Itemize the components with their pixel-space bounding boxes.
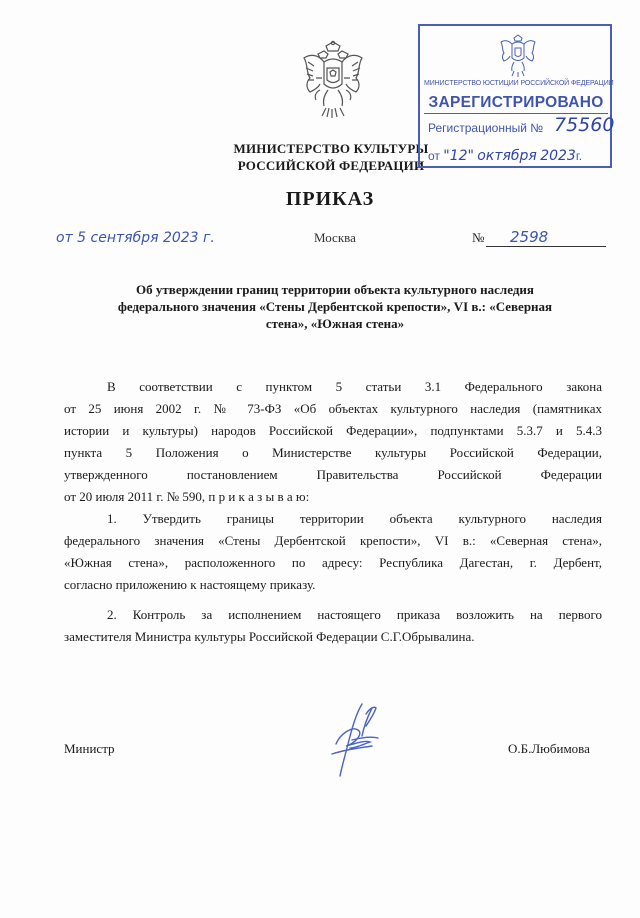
body-line: федерального значения «Стены Дербентской крепости», VI в.: «Северная стена», — [64, 533, 602, 548]
order-date: от 5 сентября 2023 г. — [56, 230, 215, 246]
stamp-date-day: "12" — [443, 148, 474, 164]
stamp-coat-of-arms-icon — [500, 34, 536, 78]
signatory-title: Министр — [64, 741, 115, 756]
stamp-number-label: Регистрационный № — [428, 121, 544, 135]
stamp-status: ЗАРЕГИСТРИРОВАНО — [424, 94, 608, 114]
body-line: 2. Контроль за исполнением настоящего приказа возложить на первого — [107, 607, 602, 622]
registration-stamp — [418, 24, 615, 168]
stamp-date — [428, 148, 608, 164]
body-line: В соответствии с пунктом 5 статьи 3.1 Федерального закона — [107, 379, 602, 394]
body-line: согласно приложению к настоящему приказу. — [64, 577, 316, 592]
body-line: от 25 июня 2002 г. № 73-ФЗ «Об объектах культурного наследия (памятниках — [64, 401, 602, 416]
subject-line: стена», «Южная стена» — [265, 316, 405, 331]
stamp-date-year: 2023 — [540, 148, 576, 164]
body-line: 1. Утвердить границы территории объекта культурного наследия — [107, 511, 602, 526]
stamp-date-month: октября — [477, 148, 537, 164]
order-body — [64, 376, 602, 648]
body-line: пункта 5 Положения о Министерстве культуры Российской Федерации, — [64, 445, 602, 460]
stamp-organization: МИНИСТЕРСТВО ЮСТИЦИИ РОССИЙСКОЙ ФЕДЕРАЦИИ — [424, 80, 614, 87]
order-subject — [70, 281, 600, 332]
russian-coat-of-arms-icon — [298, 40, 368, 126]
order-city: Москва — [314, 230, 356, 245]
signatory-name: О.Б.Любимова — [508, 741, 590, 756]
subject-line: федерального значения «Стены Дербентской крепости», VI в.: «Северная — [117, 299, 553, 314]
body-line: заместителя Министра культуры Российской Федерации С.Г.Обрывалина. — [64, 629, 475, 644]
stamp-date-prefix: от — [428, 149, 440, 163]
body-line: истории и культуры) народов Российской Федерации», подпунктами 5.3.7 и 5.4.3 — [64, 423, 602, 438]
stamp-date-suffix: г. — [575, 149, 583, 163]
order-number-label: № — [472, 230, 485, 245]
subject-line: Об утверждении границ территории объекта культурного наследия — [136, 282, 534, 297]
body-line: утвержденного постановлением Правительства Российской Федерации — [64, 467, 602, 482]
ministry-line-1: МИНИСТЕРСТВО КУЛЬТУРЫ — [233, 141, 429, 156]
stamp-registration-number: 75560 — [554, 114, 615, 136]
body-line: «Южная стена», расположенного по адресу: Республика Дагестан, г. Дербент, — [64, 555, 602, 570]
document-type-title: ПРИКАЗ — [285, 188, 375, 210]
order-number: 2598 — [510, 228, 549, 246]
ministry-line-2: РОССИЙСКОЙ ФЕДЕРАЦИИ — [237, 158, 425, 173]
handwritten-signature — [322, 700, 386, 780]
body-line: от 20 июля 2011 г. № 590, п р и к а з ы в а ю: — [64, 489, 310, 504]
order-number-underline — [486, 246, 606, 247]
